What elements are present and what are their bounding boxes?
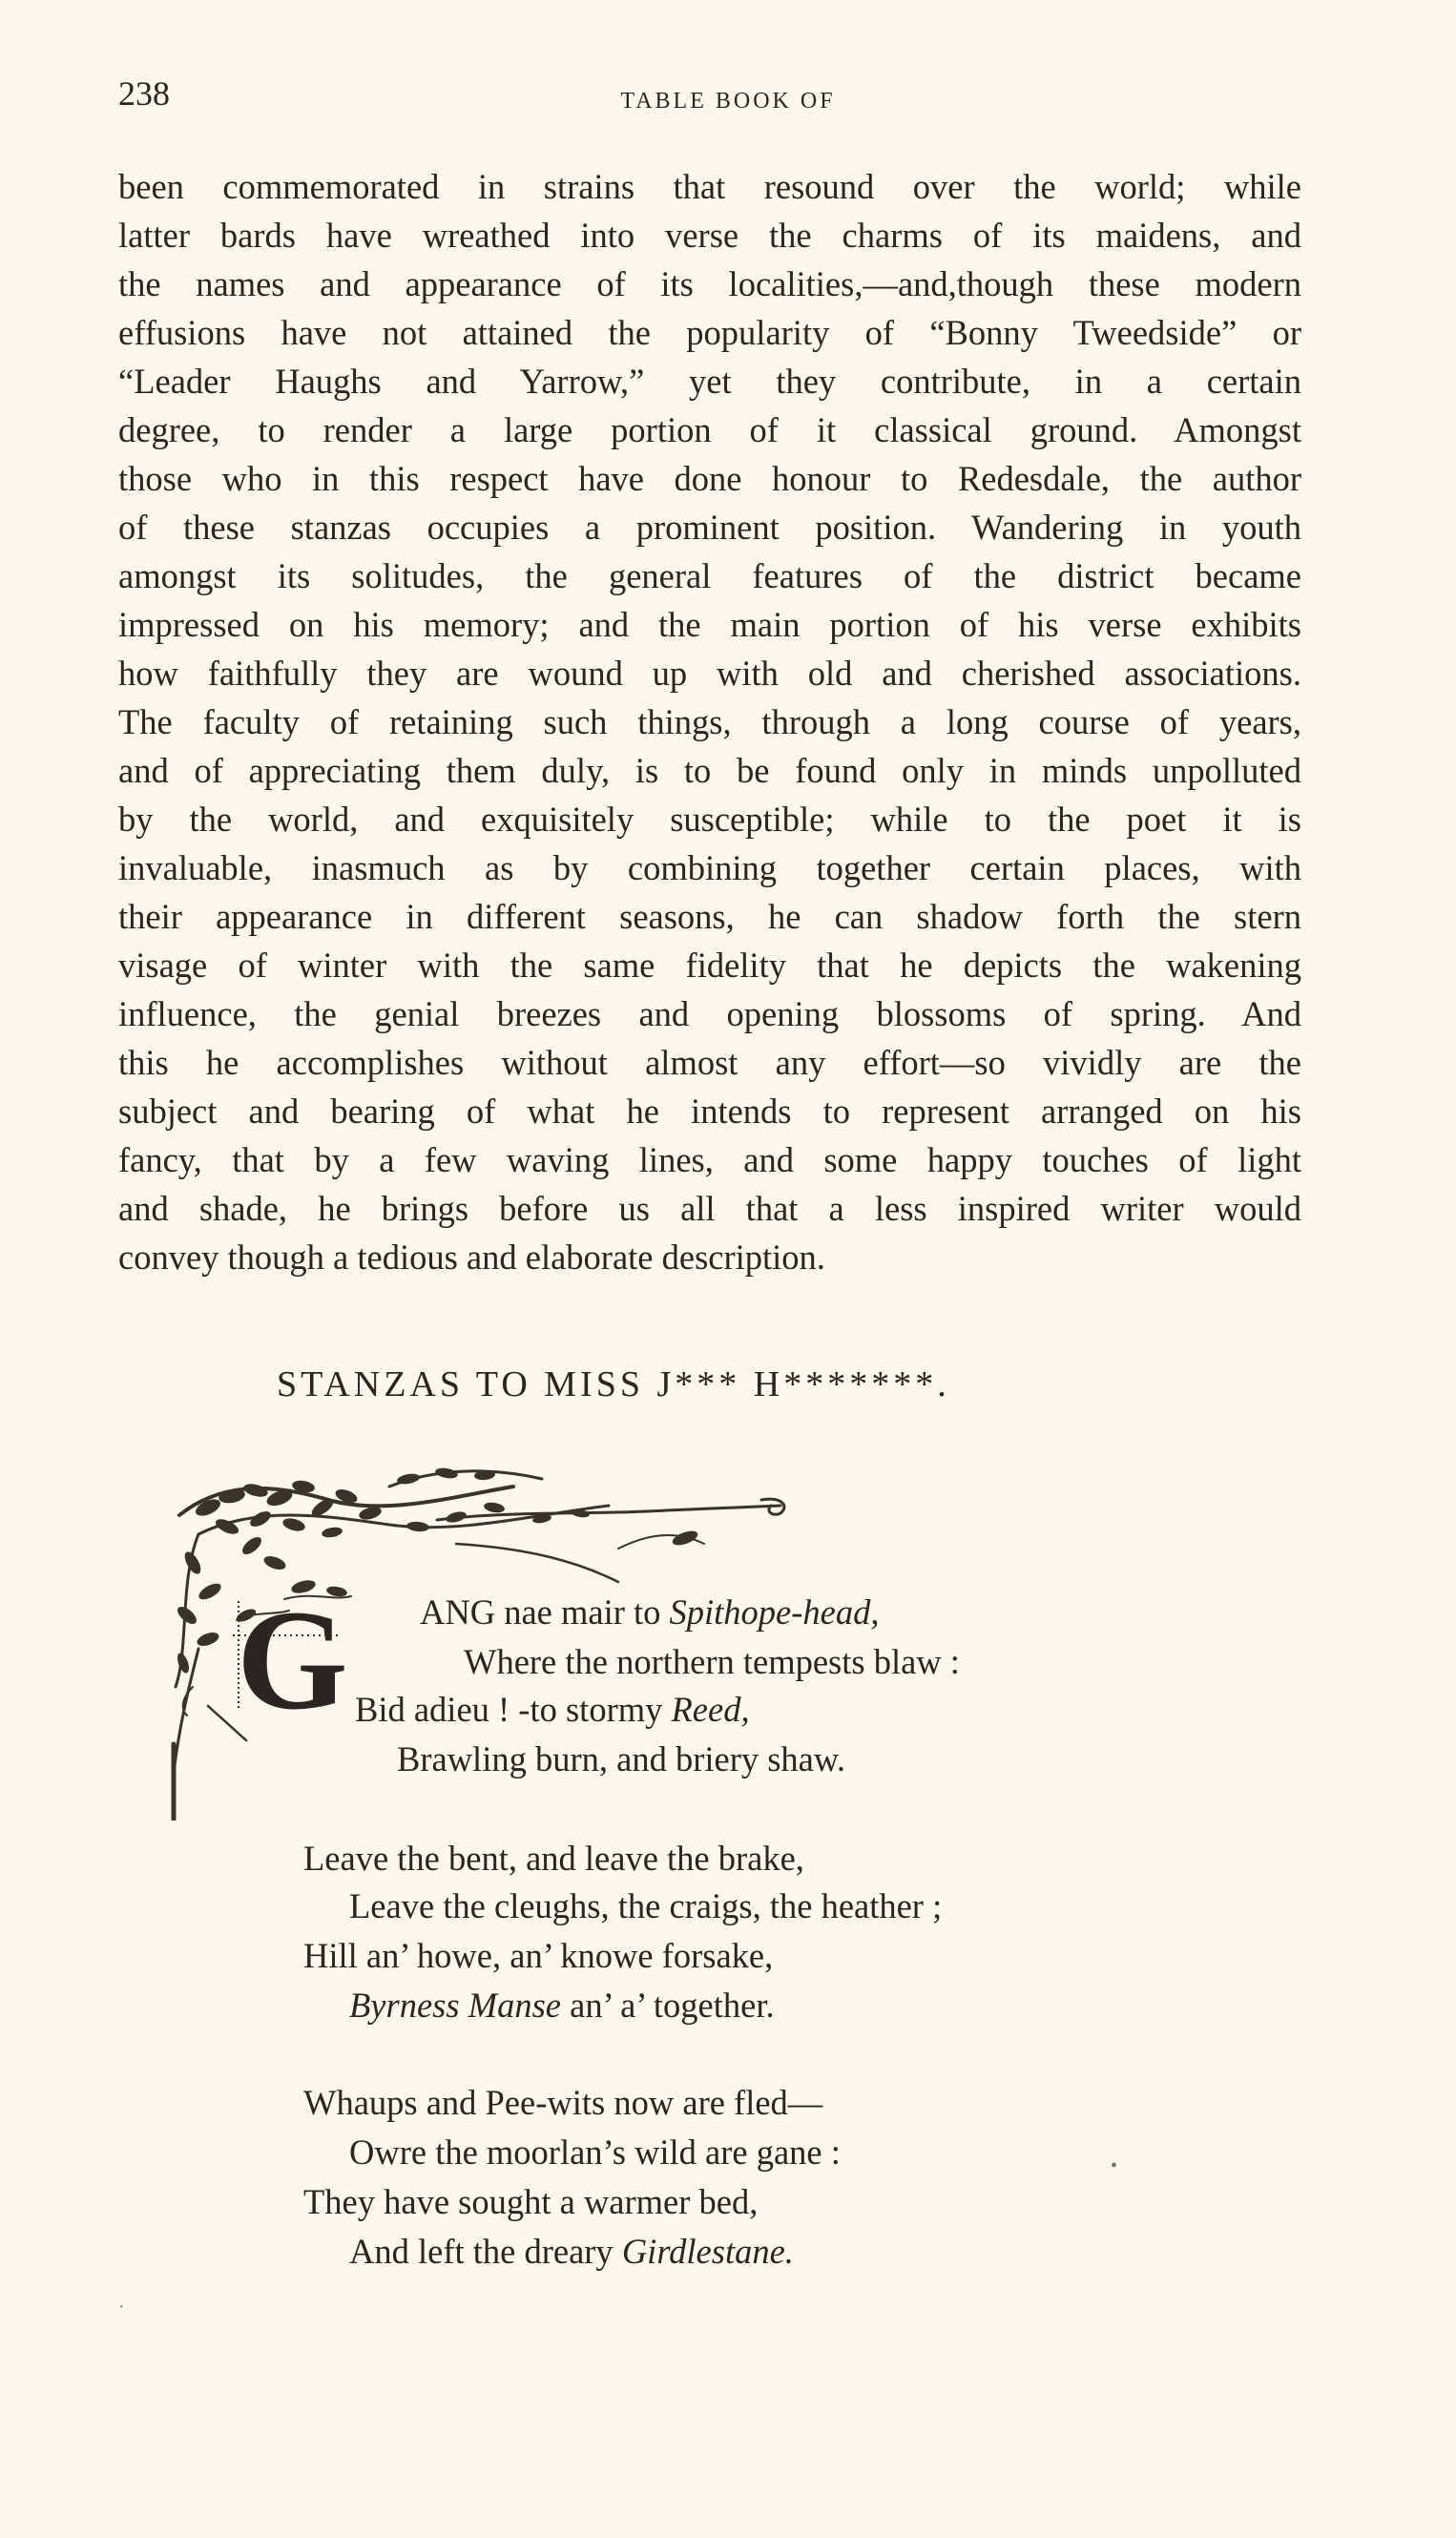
drop-cap-letter: G — [237, 1581, 348, 1739]
poem-line: Brawling burn, and briery shaw. — [397, 1739, 845, 1779]
prose-line: been commemorated in strains that resound over the world; while — [118, 167, 1301, 206]
poem-line: Hill an’ howe, an’ knowe forsake, — [303, 1936, 774, 1975]
poem-line: Leave the cleughs, the craigs, the heather ; — [349, 1886, 943, 1925]
poem-line: Owre the moorlan’s wild are gane : — [349, 2132, 841, 2172]
prose-line: latter bards have wreathed into verse the charms of its maidens, and — [118, 216, 1301, 255]
prose-line: subject and bearing of what he intends to represent arranged on his — [118, 1092, 1301, 1131]
prose-line: The faculty of retaining such things, through a long course of years, — [118, 702, 1301, 741]
prose-line: visage of winter with the same fidelity that he depicts the wakening — [118, 946, 1301, 985]
poem-line: They have sought a warmer bed, — [303, 2182, 759, 2221]
poem-line: Where the northern tempests blaw : — [464, 1642, 960, 1681]
ink-speck: • — [1111, 2155, 1118, 2176]
prose-line: those who in this respect have done honour to Redesdale, the author — [118, 459, 1301, 498]
prose-line: of these stanzas occupies a prominent position. Wandering in youth — [118, 508, 1301, 547]
prose-line: “Leader Haughs and Yarrow,” yet they contribute, in a certain — [118, 362, 1301, 401]
poem-title: STANZAS TO MISS J*** H*******. — [277, 1364, 950, 1404]
prose-line: this he accomplishes without almost any effort—so vividly are the — [118, 1043, 1301, 1082]
prose-line: impressed on his memory; and the main portion of his verse exhibits — [118, 605, 1301, 644]
prose-line: amongst its solitudes, the general features of the district became — [118, 556, 1301, 595]
prose-line: effusions have not attained the popularity of “Bonny Tweedside” or — [118, 313, 1301, 352]
prose-line: by the world, and exquisitely susceptible; while to the poet it is — [118, 800, 1301, 839]
poem-line: And left the dreary Girdlestane. — [349, 2232, 794, 2271]
poem-line: Whaups and Pee-wits now are fled— — [303, 2083, 823, 2122]
poem-line: Bid adieu ! -to stormy Reed, — [355, 1690, 750, 1729]
prose-line: and of appreciating them duly, is to be found only in minds unpolluted — [118, 751, 1301, 790]
prose-line: degree, to render a large portion of it classical ground. Amongst — [118, 410, 1301, 449]
prose-line: and shade, he brings before us all that a less inspired writer would — [118, 1189, 1301, 1228]
poem-line: ANG nae mair to Spithope-head, — [420, 1592, 880, 1632]
prose-line: fancy, that by a few waving lines, and some happy touches of light — [118, 1140, 1301, 1179]
poem-line: Leave the bent, and leave the brake, — [303, 1839, 804, 1878]
prose-line: the names and appearance of its localities,—and,though these modern — [118, 264, 1301, 303]
prose-line: invaluable, inasmuch as by combining together certain places, with — [118, 848, 1301, 887]
page-number: 238 — [118, 74, 170, 113]
poem-line: Byrness Manse an’ a’ together. — [349, 1986, 775, 2025]
prose-line: convey though a tedious and elaborate description. — [118, 1238, 825, 1277]
prose-paragraph — [118, 162, 1301, 1281]
prose-line: how faithfully they are wound up with old and cherished associations. — [118, 654, 1301, 693]
running-head: TABLE BOOK OF — [620, 89, 836, 114]
prose-line: their appearance in different seasons, he can shadow forth the stern — [118, 897, 1301, 936]
ink-speck: · — [118, 2297, 125, 2318]
prose-line: influence, the genial breezes and opening blossoms of spring. And — [118, 994, 1301, 1033]
